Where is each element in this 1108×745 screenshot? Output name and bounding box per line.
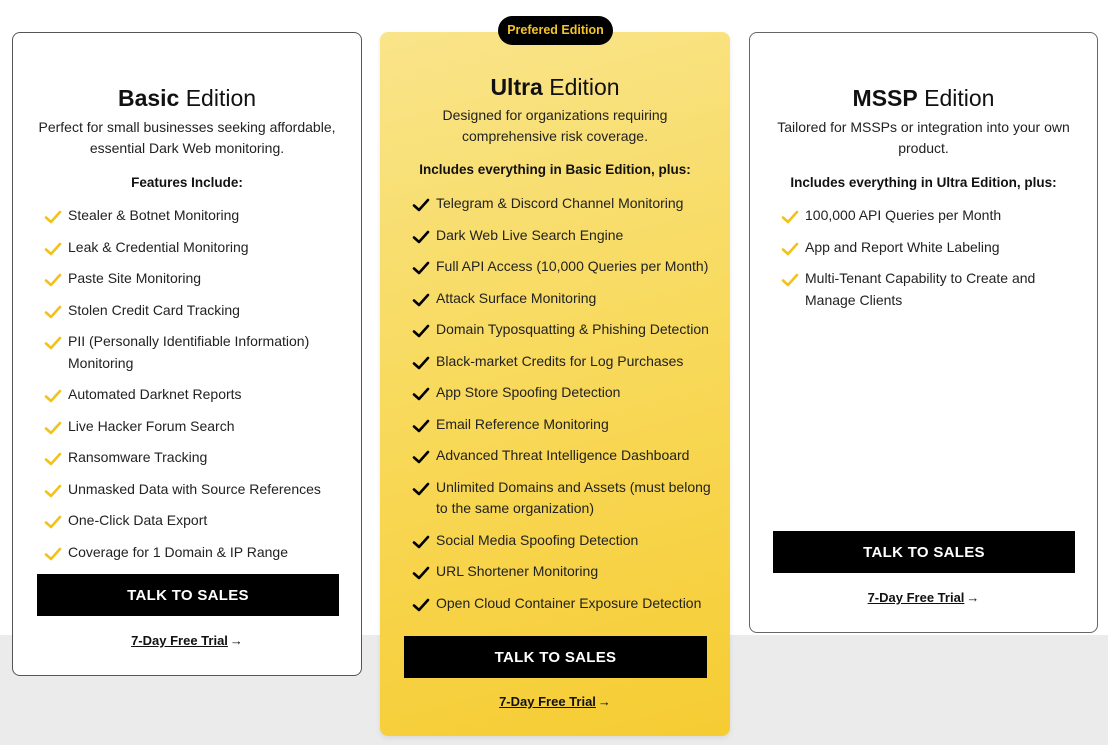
- checkmark-icon: [781, 208, 799, 226]
- ultra-feature-list: [412, 193, 722, 624]
- ultra-subtitle: Designed for organizations requiring comprehensive risk coverage.: [442, 107, 668, 144]
- ultra-feature-item: [412, 256, 722, 278]
- basic-feature-item: [44, 416, 344, 438]
- checkmark-icon: [44, 450, 62, 468]
- ultra-feature-label: Attack Surface Monitoring: [436, 289, 597, 306]
- basic-feature-label: PII (Personally Identifiable Information) Monitoring: [68, 333, 310, 371]
- ultra-title: Ultra Edition: [490, 74, 620, 100]
- ultra-feature-label: URL Shortener Monitoring: [436, 563, 599, 579]
- mssp-free-trial: [750, 590, 1097, 605]
- ultra-feature-label: App Store Spoofing Detection: [436, 384, 621, 400]
- checkmark-icon: [412, 228, 430, 246]
- prefered-edition-badge: Prefered Edition: [498, 16, 613, 45]
- ultra-feature-label: Full API Access (10,000 Queries per Month): [436, 258, 709, 274]
- basic-feature-item: [44, 331, 344, 374]
- basic-feature-item: [44, 542, 344, 564]
- basic-feature-item: [44, 510, 344, 532]
- ultra-feature-item: [412, 414, 722, 436]
- basic-feature-item: [44, 268, 344, 290]
- basic-feature-label: Paste Site Monitoring: [68, 270, 202, 286]
- ultra-feature-label: Telegram & Discord Channel Monitoring: [436, 195, 684, 211]
- ultra-edition-card: [380, 23, 730, 736]
- basic-section-head: Features Include:: [131, 175, 243, 190]
- checkmark-icon: [412, 259, 430, 277]
- checkmark-icon: [44, 513, 62, 531]
- mssp-feature-label: 100,000 API Queries per Month: [805, 207, 1002, 223]
- basic-feature-item: [44, 300, 344, 322]
- ultra-feature-label: Unlimited Domains and Assets (must belong to the same organization): [436, 478, 711, 516]
- basic-feature-item: [44, 205, 344, 227]
- basic-subtitle: Perfect for small businesses seeking affordable, essential Dark Web monitoring.: [38, 119, 336, 156]
- basic-free-trial-link[interactable]: 7-Day Free Trial: [131, 633, 228, 648]
- ultra-feature-item: [412, 593, 722, 615]
- mssp-feature-list: [781, 205, 1071, 321]
- arrow-right-icon: →: [229, 633, 243, 648]
- ultra-feature-label: Black-market Credits for Log Purchases: [436, 352, 684, 369]
- mssp-feature-item: [781, 268, 1071, 311]
- checkmark-icon: [412, 480, 430, 498]
- checkmark-icon: [44, 271, 62, 289]
- ultra-feature-item: [412, 193, 722, 215]
- basic-title: Basic Edition: [117, 85, 257, 111]
- ultra-talk-to-sales-button[interactable]: TALK TO SALES: [404, 636, 707, 678]
- basic-feature-label: Live Hacker Forum Search: [68, 417, 235, 434]
- checkmark-icon: [412, 533, 430, 551]
- checkmark-icon: [44, 208, 62, 226]
- mssp-title: MSSP Edition: [852, 85, 995, 111]
- basic-free-trial: [13, 633, 361, 648]
- basic-feature-item: [44, 479, 344, 501]
- checkmark-icon: [412, 291, 430, 309]
- basic-feature-label: Leak & Credential Monitoring: [68, 238, 249, 255]
- ultra-feature-item: [412, 225, 722, 247]
- ultra-feature-item: [412, 351, 722, 373]
- arrow-right-icon: →: [966, 590, 980, 605]
- arrow-right-icon: →: [597, 694, 611, 709]
- basic-feature-label: Stealer & Botnet Monitoring: [68, 207, 240, 223]
- checkmark-icon: [412, 564, 430, 582]
- checkmark-icon: [412, 354, 430, 372]
- checkmark-icon: [44, 303, 62, 321]
- ultra-section-head: Includes everything in Basic Edition, plus:: [419, 162, 691, 177]
- mssp-subtitle: Tailored for MSSPs or integration into your own product.: [777, 119, 1070, 156]
- ultra-free-trial-link[interactable]: 7-Day Free Trial: [499, 694, 596, 709]
- checkmark-icon: [44, 545, 62, 563]
- checkmark-icon: [412, 417, 430, 435]
- ultra-feature-item: [412, 288, 722, 310]
- basic-talk-to-sales-button[interactable]: TALK TO SALES: [37, 574, 339, 616]
- mssp-feature-label: App and Report White Labeling: [805, 238, 1000, 255]
- basic-feature-label: One-Click Data Export: [68, 512, 208, 528]
- checkmark-icon: [412, 596, 430, 614]
- mssp-feature-label: Multi-Tenant Capability to Create and Manage Clients: [805, 270, 1036, 308]
- checkmark-icon: [44, 387, 62, 405]
- checkmark-icon: [412, 322, 430, 340]
- basic-feature-list: [44, 205, 344, 573]
- checkmark-icon: [412, 385, 430, 403]
- basic-feature-item: [44, 237, 344, 259]
- ultra-feature-item: [412, 530, 722, 552]
- ultra-feature-label: Open Cloud Container Exposure Detection: [436, 594, 702, 611]
- mssp-feature-item: [781, 205, 1071, 227]
- checkmark-icon: [44, 334, 62, 352]
- checkmark-icon: [44, 482, 62, 500]
- checkmark-icon: [412, 448, 430, 466]
- checkmark-icon: [44, 240, 62, 258]
- basic-feature-label: Coverage for 1 Domain & IP Range: [68, 543, 288, 560]
- mssp-free-trial-link[interactable]: 7-Day Free Trial: [867, 590, 965, 605]
- mssp-feature-item: [781, 237, 1071, 259]
- basic-feature-item: [44, 384, 344, 406]
- ultra-feature-label: Social Media Spoofing Detection: [436, 531, 639, 548]
- checkmark-icon: [781, 240, 799, 258]
- mssp-section-head: Includes everything in Ultra Edition, plus:: [790, 175, 1057, 190]
- ultra-feature-item: [412, 477, 722, 520]
- ultra-feature-label: Email Reference Monitoring: [436, 415, 609, 432]
- ultra-feature-label: Dark Web Live Search Engine: [436, 226, 624, 243]
- mssp-talk-to-sales-button[interactable]: TALK TO SALES: [773, 531, 1075, 573]
- basic-feature-label: Ransomware Tracking: [68, 449, 208, 465]
- checkmark-icon: [781, 271, 799, 289]
- basic-feature-label: Automated Darknet Reports: [68, 386, 242, 402]
- checkmark-icon: [412, 196, 430, 214]
- ultra-feature-item: [412, 319, 722, 341]
- ultra-feature-label: Advanced Threat Intelligence Dashboard: [436, 447, 690, 463]
- ultra-feature-label: Domain Typosquatting & Phishing Detection: [436, 321, 709, 337]
- checkmark-icon: [44, 419, 62, 437]
- basic-feature-label: Stolen Credit Card Tracking: [68, 301, 240, 318]
- ultra-feature-item: [412, 561, 722, 583]
- mssp-edition-card: [749, 32, 1098, 633]
- basic-feature-label: Unmasked Data with Source References: [68, 480, 321, 497]
- basic-edition-card: [12, 32, 362, 676]
- ultra-free-trial: [380, 694, 730, 709]
- ultra-feature-item: [412, 382, 722, 404]
- basic-feature-item: [44, 447, 344, 469]
- ultra-feature-item: [412, 445, 722, 467]
